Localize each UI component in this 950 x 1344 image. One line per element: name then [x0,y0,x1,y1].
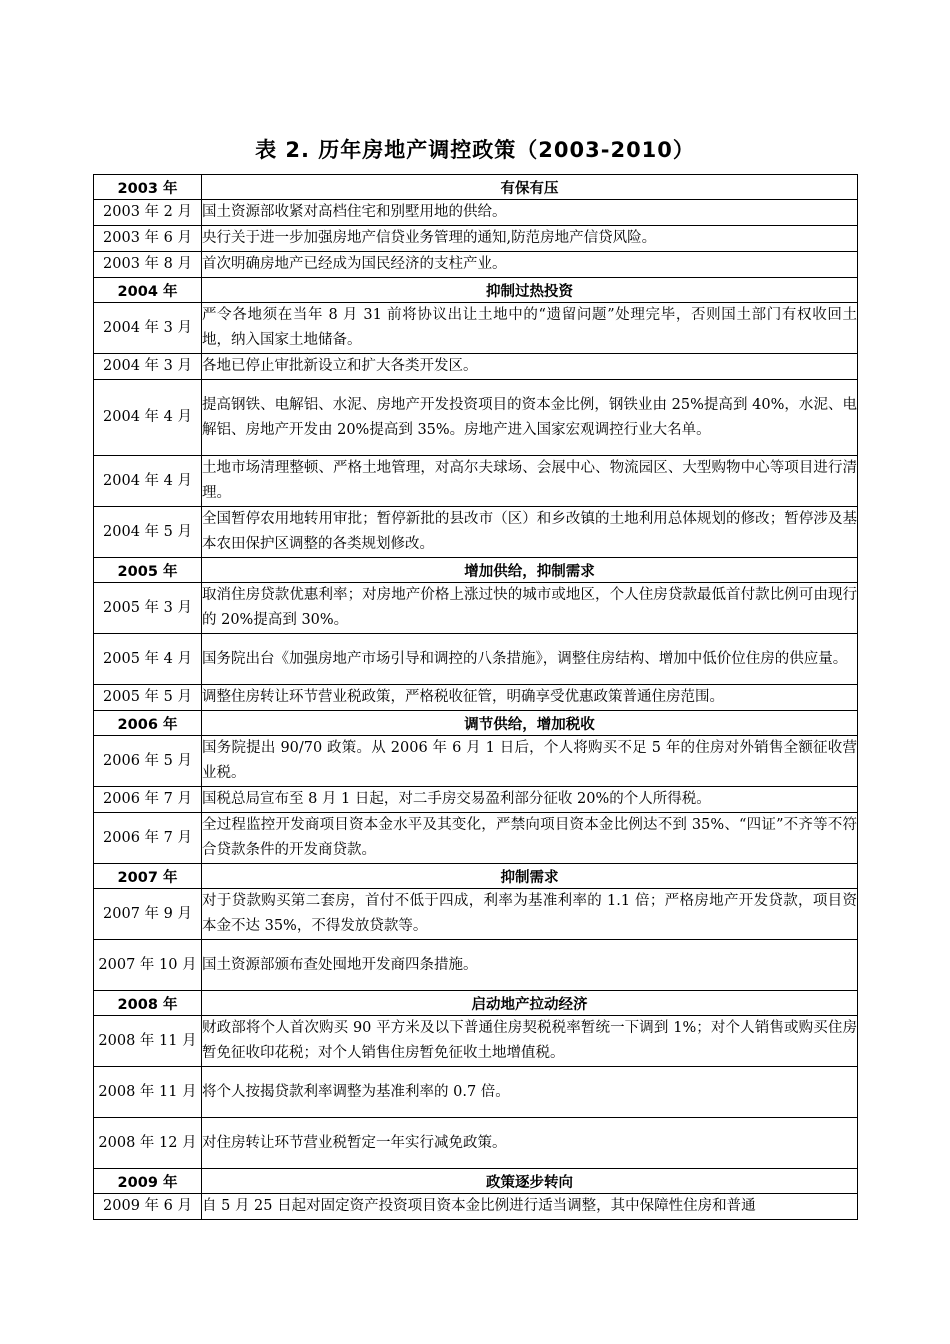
table-row [94,354,858,380]
table-row [94,380,858,456]
row-text: 取消住房贷款优惠利率；对房地产价格上涨过快的城市或地区，个人住房贷款最低首付款比例可由现行的 20%提高到 30%。 [202,583,858,634]
section-header-2005 [94,558,858,583]
section-theme: 抑制过热投资 [202,278,858,303]
section-theme: 启动地产拉动经济 [202,991,858,1016]
section-year: 2005 年 [94,558,202,583]
row-text: 国土资源部颁布查处囤地开发商四条措施。 [202,940,858,991]
section-theme: 增加供给，抑制需求 [202,558,858,583]
table-row [94,1067,858,1118]
section-year: 2008 年 [94,991,202,1016]
section-theme: 政策逐步转向 [202,1169,858,1194]
section-theme: 调节供给，增加税收 [202,711,858,736]
row-text: 首次明确房地产已经成为国民经济的支柱产业。 [202,252,858,278]
section-header-2009 [94,1169,858,1194]
row-text: 将个人按揭贷款利率调整为基准利率的 0.7 倍。 [202,1067,858,1118]
row-date: 2004 年 3 月 [94,354,202,380]
table-row [94,507,858,558]
row-date: 2005 年 5 月 [94,685,202,711]
row-text: 对住房转让环节营业税暂定一年实行减免政策。 [202,1118,858,1169]
row-date: 2003 年 2 月 [94,200,202,226]
policy-table [93,174,858,1220]
table-row [94,889,858,940]
table-row [94,200,858,226]
row-date: 2006 年 7 月 [94,787,202,813]
row-date: 2008 年 11 月 [94,1067,202,1118]
table-row [94,940,858,991]
section-theme: 抑制需求 [202,864,858,889]
row-date: 2007 年 9 月 [94,889,202,940]
table-row [94,787,858,813]
row-date: 2006 年 5 月 [94,736,202,787]
table-row [94,1118,858,1169]
section-year: 2009 年 [94,1169,202,1194]
row-date: 2009 年 6 月 [94,1194,202,1220]
table-row [94,813,858,864]
section-year: 2003 年 [94,175,202,200]
section-year: 2007 年 [94,864,202,889]
row-date: 2004 年 3 月 [94,303,202,354]
row-date: 2007 年 10 月 [94,940,202,991]
section-header-2008 [94,991,858,1016]
row-text: 国务院提出 90/70 政策。从 2006 年 6 月 1 日后，个人将购买不足 5 年的住房对外销售全额征收营业税。 [202,736,858,787]
row-date: 2008 年 11 月 [94,1016,202,1067]
section-year: 2004 年 [94,278,202,303]
row-date: 2004 年 5 月 [94,507,202,558]
section-header-2004 [94,278,858,303]
row-text: 各地已停止审批新设立和扩大各类开发区。 [202,354,858,380]
table-row [94,252,858,278]
row-text: 严令各地须在当年 8 月 31 前将协议出让土地中的“遗留问题”处理完毕，否则国土部门有权收回土地，纳入国家土地储备。 [202,303,858,354]
section-theme: 有保有压 [202,175,858,200]
row-date: 2003 年 6 月 [94,226,202,252]
row-date: 2004 年 4 月 [94,456,202,507]
row-text: 自 5 月 25 日起对固定资产投资项目资本金比例进行适当调整，其中保障性住房和普通 [202,1194,858,1220]
table-row [94,634,858,685]
row-text: 国土资源部收紧对高档住宅和别墅用地的供给。 [202,200,858,226]
row-text: 国务院出台《加强房地产市场引导和调控的八条措施》，调整住房结构、增加中低价位住房的供应量。 [202,634,858,685]
table-row [94,583,858,634]
section-header-2003 [94,175,858,200]
row-date: 2005 年 3 月 [94,583,202,634]
row-text: 央行关于进一步加强房地产信贷业务管理的通知,防范房地产信贷风险。 [202,226,858,252]
table-row [94,685,858,711]
row-text: 调整住房转让环节营业税政策，严格税收征管，明确享受优惠政策普通住房范围。 [202,685,858,711]
row-date: 2004 年 4 月 [94,380,202,456]
row-text: 对于贷款购买第二套房，首付不低于四成，利率为基准利率的 1.1 倍；严格房地产开发贷款，项目资本金不达 35%，不得发放贷款等。 [202,889,858,940]
table-row [94,226,858,252]
table-row [94,1194,858,1220]
table-row [94,303,858,354]
row-date: 2008 年 12 月 [94,1118,202,1169]
row-text: 财政部将个人首次购买 90 平方米及以下普通住房契税税率暂统一下调到 1%；对个人销售或购买住房暂免征收印花税；对个人销售住房暂免征收土地增值税。 [202,1016,858,1067]
section-header-2006 [94,711,858,736]
row-date: 2005 年 4 月 [94,634,202,685]
row-text: 国税总局宣布至 8 月 1 日起，对二手房交易盈利部分征收 20%的个人所得税。 [202,787,858,813]
section-header-2007 [94,864,858,889]
row-text: 全国暂停农用地转用审批；暂停新批的县改市（区）和乡改镇的土地利用总体规划的修改；暂停涉及基本农田保护区调整的各类规划修改。 [202,507,858,558]
row-date: 2006 年 7 月 [94,813,202,864]
table-row [94,1016,858,1067]
row-text: 提高钢铁、电解铝、水泥、房地产开发投资项目的资本金比例，钢铁业由 25%提高到 40%，水泥、电解铝、房地产开发由 20%提高到 35%。房地产进入国家宏观调控行业大名单。 [202,380,858,456]
table-row [94,456,858,507]
table-title: 表 2. 历年房地产调控政策（2003-2010） [255,138,695,162]
row-text: 全过程监控开发商项目资本金水平及其变化，严禁向项目资本金比例达不到 35%、“四证”不齐等不符合贷款条件的开发商贷款。 [202,813,858,864]
section-year: 2006 年 [94,711,202,736]
row-date: 2003 年 8 月 [94,252,202,278]
row-text: 土地市场清理整顿、严格土地管理，对高尔夫球场、会展中心、物流园区、大型购物中心等项目进行清理。 [202,456,858,507]
table-row [94,736,858,787]
